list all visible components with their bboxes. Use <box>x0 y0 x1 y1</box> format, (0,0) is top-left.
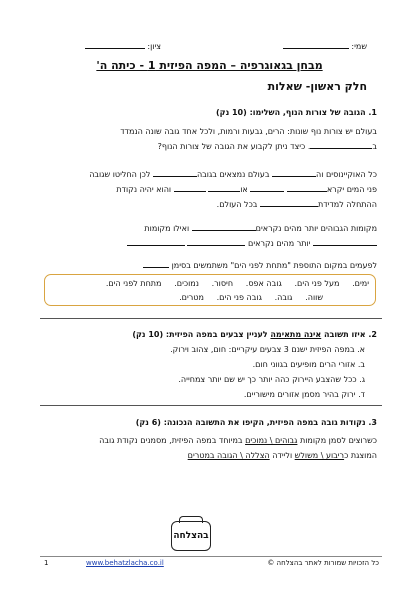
grade-field[interactable] <box>85 40 145 49</box>
q1-p4: לפעמים במקום התוספת "מתחת לפני הים" משתמשים בסימן <box>143 259 377 271</box>
logo <box>171 521 211 551</box>
q3-line1: כשרוצים לסמן מקומות גבוהים \ נמוכים במיוחד במפה הפיזית, מסמנים נקודת גובה <box>99 436 377 445</box>
q2-option-d[interactable]: ד. ירוק בהיר מסמן אזורים מישוריים. <box>243 390 365 399</box>
grade-line <box>85 40 161 52</box>
q1-p1-line2: ב. כיצד ניתן לקבוע את הגובה של צורות הנוף? <box>157 142 377 151</box>
q1-blank[interactable] <box>187 237 245 246</box>
q1-blank[interactable] <box>313 237 377 246</box>
q2-option-b[interactable]: ב. אזורי הרים מופיעים בגווני חום. <box>252 360 365 369</box>
q1-p1-line1: בעולם יש צורות נוף שונות: הרים, גבעות ורמות, ולכל אחד גובה שונה הנמדד <box>120 127 377 136</box>
q3-choice-2[interactable]: ריבוע \ משולש <box>294 451 345 460</box>
q2-option-c[interactable]: ג. ככל שהצבע היירוק כהה יותר כך יש שם יותר צמחייה. <box>178 375 365 384</box>
footer-copyright: כל הזכויות שמורות לאתר בהצלחה © <box>267 559 379 567</box>
q1-p2-line3: ההתחלה למדידת בכל העולם. <box>216 200 377 209</box>
q3-choice-1[interactable]: גבוהים \ נמוכים <box>245 436 298 445</box>
name-line <box>283 40 367 52</box>
page-title: מבחן בגאוגרפיה – המפה הפיזית 1 - כיתה ה' <box>96 59 323 72</box>
q1-p2-line2: פני המים יקרא או והוא יהיה נקודת <box>116 185 377 194</box>
page-number: 1 <box>44 559 49 567</box>
grade-label: ציון: <box>147 42 161 51</box>
footer-link[interactable]: www.behatzlacha.co.il <box>86 559 164 567</box>
q1-blank[interactable] <box>192 222 256 231</box>
q1-blank[interactable] <box>174 183 206 192</box>
section-divider <box>40 405 382 406</box>
q1-title: 1. הגובה של צורות הנוף, השלימו: (10 נק) <box>216 108 377 117</box>
footer-divider <box>40 556 382 557</box>
q1-blank[interactable] <box>260 198 318 207</box>
q1-blank[interactable] <box>250 183 284 192</box>
q1-blank[interactable] <box>153 168 197 177</box>
name-field[interactable] <box>283 40 349 49</box>
q2-title: 2. איזו תשובה אינה מתאימה לעניין צבעים במפה הפיזית: (10 נק) <box>132 330 377 339</box>
q2-option-a[interactable]: א. במפה הפיזית ישנם 3 צבעים עיקריים: חום, צהוב וירוק. <box>170 345 365 354</box>
q1-blank[interactable] <box>287 183 327 192</box>
q3-line2: המוצגת כריבוע \ משולש וליידה הצללה \ הגובה במטרים <box>187 451 377 460</box>
q1-blank[interactable] <box>127 237 185 246</box>
q1-blank[interactable] <box>208 183 240 192</box>
q1-blank[interactable] <box>272 168 316 177</box>
name-label: שמי: <box>351 42 367 51</box>
q1-p3-line2: יותר מהים נקראים <box>127 237 377 249</box>
q1-blank[interactable] <box>310 140 372 149</box>
q3-title: 3. נקודות גובה במפה הפיזית, הקיפו את התשובה הנכונה: (6 נק) <box>135 418 377 427</box>
logo-text: בהצלחה <box>173 531 209 541</box>
word-bank-row1: ימים. מעל פני הים. גובה אפס. חיסור. נמוכים. מתחת לפני הים. <box>105 279 369 288</box>
part-title: חלק ראשון- שאלות <box>267 80 367 93</box>
q1-p3-line1: מקומות הגבוהים יותר מהים נקראים ואילו מקומות <box>144 224 377 233</box>
word-bank-row2: שווה. גובה. גובה פני הים. מטרים. <box>179 293 323 302</box>
section-divider <box>40 318 382 319</box>
q1-p2-line1: כל האוקיינוסים וה בעולם נמצאים בגובה לכן החליטו שגובה <box>89 170 377 179</box>
q1-blank[interactable] <box>143 259 169 268</box>
q3-choice-3[interactable]: הצללה \ הגובה במטרים <box>187 451 270 460</box>
